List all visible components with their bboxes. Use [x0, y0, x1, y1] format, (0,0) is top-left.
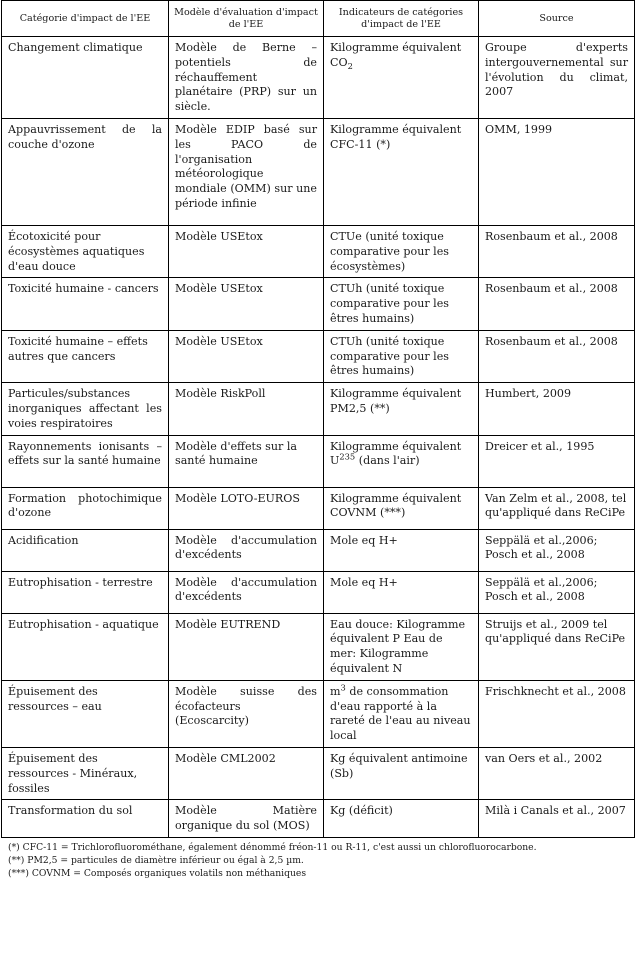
cell-model: Modèle USEtox	[169, 225, 324, 277]
cell-category: Eutrophisation - terrestre	[2, 571, 169, 613]
impact-categories-table	[1, 0, 635, 838]
table-row	[2, 571, 635, 613]
table-row	[2, 330, 635, 382]
cell-model: Modèle Matière organique du sol (MOS)	[169, 800, 324, 838]
table-row	[2, 278, 635, 330]
table-row	[2, 435, 635, 487]
cell-indicator: CTUh (unité toxique comparative pour les êtres humains)	[324, 330, 479, 382]
table-row	[2, 747, 635, 799]
cell-indicator: Mole eq H+	[324, 529, 479, 571]
table-row	[2, 37, 635, 119]
footnote-covnm: (***) COVNM = Composés organiques volatils non méthaniques	[8, 868, 307, 880]
cell-model: Modèle CML2002	[169, 747, 324, 799]
table-header-row	[2, 1, 635, 37]
table-row	[2, 487, 635, 529]
cell-source: Humbert, 2009	[479, 383, 635, 435]
cell-source: OMM, 1999	[479, 118, 635, 225]
cell-model: Modèle suisse des écofacteurs (Ecoscarcity)	[169, 680, 324, 747]
footnote-cfc11: (*) CFC-11 = Trichlorofluorométhane, également dénommé fréon-11 ou R-11, c'est aussi un chlorofluorocarbone.	[8, 842, 537, 854]
cell-category: Acidification	[2, 529, 169, 571]
cell-model: Modèle EUTREND	[169, 613, 324, 680]
cell-source: Rosenbaum et al., 2008	[479, 278, 635, 330]
cell-source: Rosenbaum et al., 2008	[479, 225, 635, 277]
cell-indicator: Kilogramme équivalent COVNM (***)	[324, 487, 479, 529]
table-row	[2, 383, 635, 435]
indicator-subscript: 2	[347, 61, 353, 72]
footnote-pm25: (**) PM2,5 = particules de diamètre inférieur ou égal à 2,5 µm.	[8, 855, 304, 867]
cell-category: Écotoxicité pour écosystèmes aquatiques d'eau douce	[2, 225, 169, 277]
footnotes	[0, 838, 642, 880]
cell-source: Frischknecht et al., 2008	[479, 680, 635, 747]
table-row	[2, 800, 635, 838]
cell-source: Seppälä et al.,2006; Posch et al., 2008	[479, 529, 635, 571]
cell-model: Modèle d'accumulation d'excédents	[169, 571, 324, 613]
table-row	[2, 613, 635, 680]
header-indicator: Indicateurs de catégories d'impact de l'EE	[324, 1, 479, 37]
header-model: Modèle d'évaluation d'impact de l'EE	[169, 1, 324, 37]
cell-model: Modèle d'accumulation d'excédents	[169, 529, 324, 571]
header-source: Source	[479, 1, 635, 37]
table-row	[2, 118, 635, 225]
cell-category: Transformation du sol	[2, 800, 169, 838]
cell-source: Rosenbaum et al., 2008	[479, 330, 635, 382]
cell-source: Groupe d'experts intergouvernemental sur l'évolution du climat, 2007	[479, 37, 635, 119]
cell-indicator	[324, 680, 479, 747]
cell-category: Rayonnements ionisants – effets sur la santé humaine	[2, 435, 169, 487]
cell-source: van Oers et al., 2002	[479, 747, 635, 799]
cell-category: Toxicité humaine - cancers	[2, 278, 169, 330]
indicator-superscript: 3	[340, 682, 346, 693]
cell-source: Van Zelm et al., 2008, tel qu'appliqué dans ReCiPe	[479, 487, 635, 529]
cell-source: Milà i Canals et al., 2007	[479, 800, 635, 838]
cell-category: Eutrophisation - aquatique	[2, 613, 169, 680]
cell-model: Modèle EDIP basé sur les PACO de l'organisation météorologique mondiale (OMM) sur une période infinie	[169, 118, 324, 225]
indicator-tail: de consommation d'eau rapporté à la rareté de l'eau au niveau local	[330, 684, 471, 743]
cell-source: Dreicer et al., 1995	[479, 435, 635, 487]
cell-category: Appauvrissement de la couche d'ozone	[2, 118, 169, 225]
cell-category: Épuisement des ressources – eau	[2, 680, 169, 747]
indicator-text: Kilogramme équivalent U	[330, 439, 462, 468]
table-row	[2, 680, 635, 747]
cell-source: Seppälä et al.,2006; Posch et al., 2008	[479, 571, 635, 613]
cell-model: Modèle USEtox	[169, 278, 324, 330]
indicator-tail: (dans l'air)	[355, 454, 420, 468]
cell-indicator: Eau douce: Kilogramme équivalent P Eau de mer: Kilogramme équivalent N	[324, 613, 479, 680]
cell-model: Modèle LOTO-EUROS	[169, 487, 324, 529]
cell-category: Toxicité humaine – effets autres que cancers	[2, 330, 169, 382]
cell-indicator: CTUe (unité toxique comparative pour les écosystèmes)	[324, 225, 479, 277]
cell-model: Modèle de Berne – potentiels de réchauffement planétaire (PRP) sur un siècle.	[169, 37, 324, 119]
cell-model: Modèle d'effets sur la santé humaine	[169, 435, 324, 487]
cell-model: Modèle RiskPoll	[169, 383, 324, 435]
cell-indicator	[324, 435, 479, 487]
cell-indicator: Kg équivalent antimoine (Sb)	[324, 747, 479, 799]
cell-category: Formation photochimique d'ozone	[2, 487, 169, 529]
cell-category: Épuisement des ressources - Minéraux, fossiles	[2, 747, 169, 799]
cell-indicator	[324, 37, 479, 119]
cell-source: Struijs et al., 2009 tel qu'appliqué dans ReCiPe	[479, 613, 635, 680]
cell-indicator: Kilogramme équivalent PM2,5 (**)	[324, 383, 479, 435]
table-row	[2, 225, 635, 277]
cell-model: Modèle USEtox	[169, 330, 324, 382]
indicator-text: Kilogramme équivalent CO	[330, 41, 462, 69]
cell-indicator: Kilogramme équivalent CFC-11 (*)	[324, 118, 479, 225]
table-row	[2, 529, 635, 571]
cell-indicator: Mole eq H+	[324, 571, 479, 613]
header-category: Catégorie d'impact de l'EE	[2, 1, 169, 37]
indicator-superscript: 235	[339, 451, 356, 462]
cell-indicator: CTUh (unité toxique comparative pour les êtres humains)	[324, 278, 479, 330]
indicator-text: m	[330, 684, 341, 698]
cell-category: Changement climatique	[2, 37, 169, 119]
cell-indicator: Kg (déficit)	[324, 800, 479, 838]
cell-category: Particules/substances inorganiques affectant les voies respiratoires	[2, 383, 169, 435]
